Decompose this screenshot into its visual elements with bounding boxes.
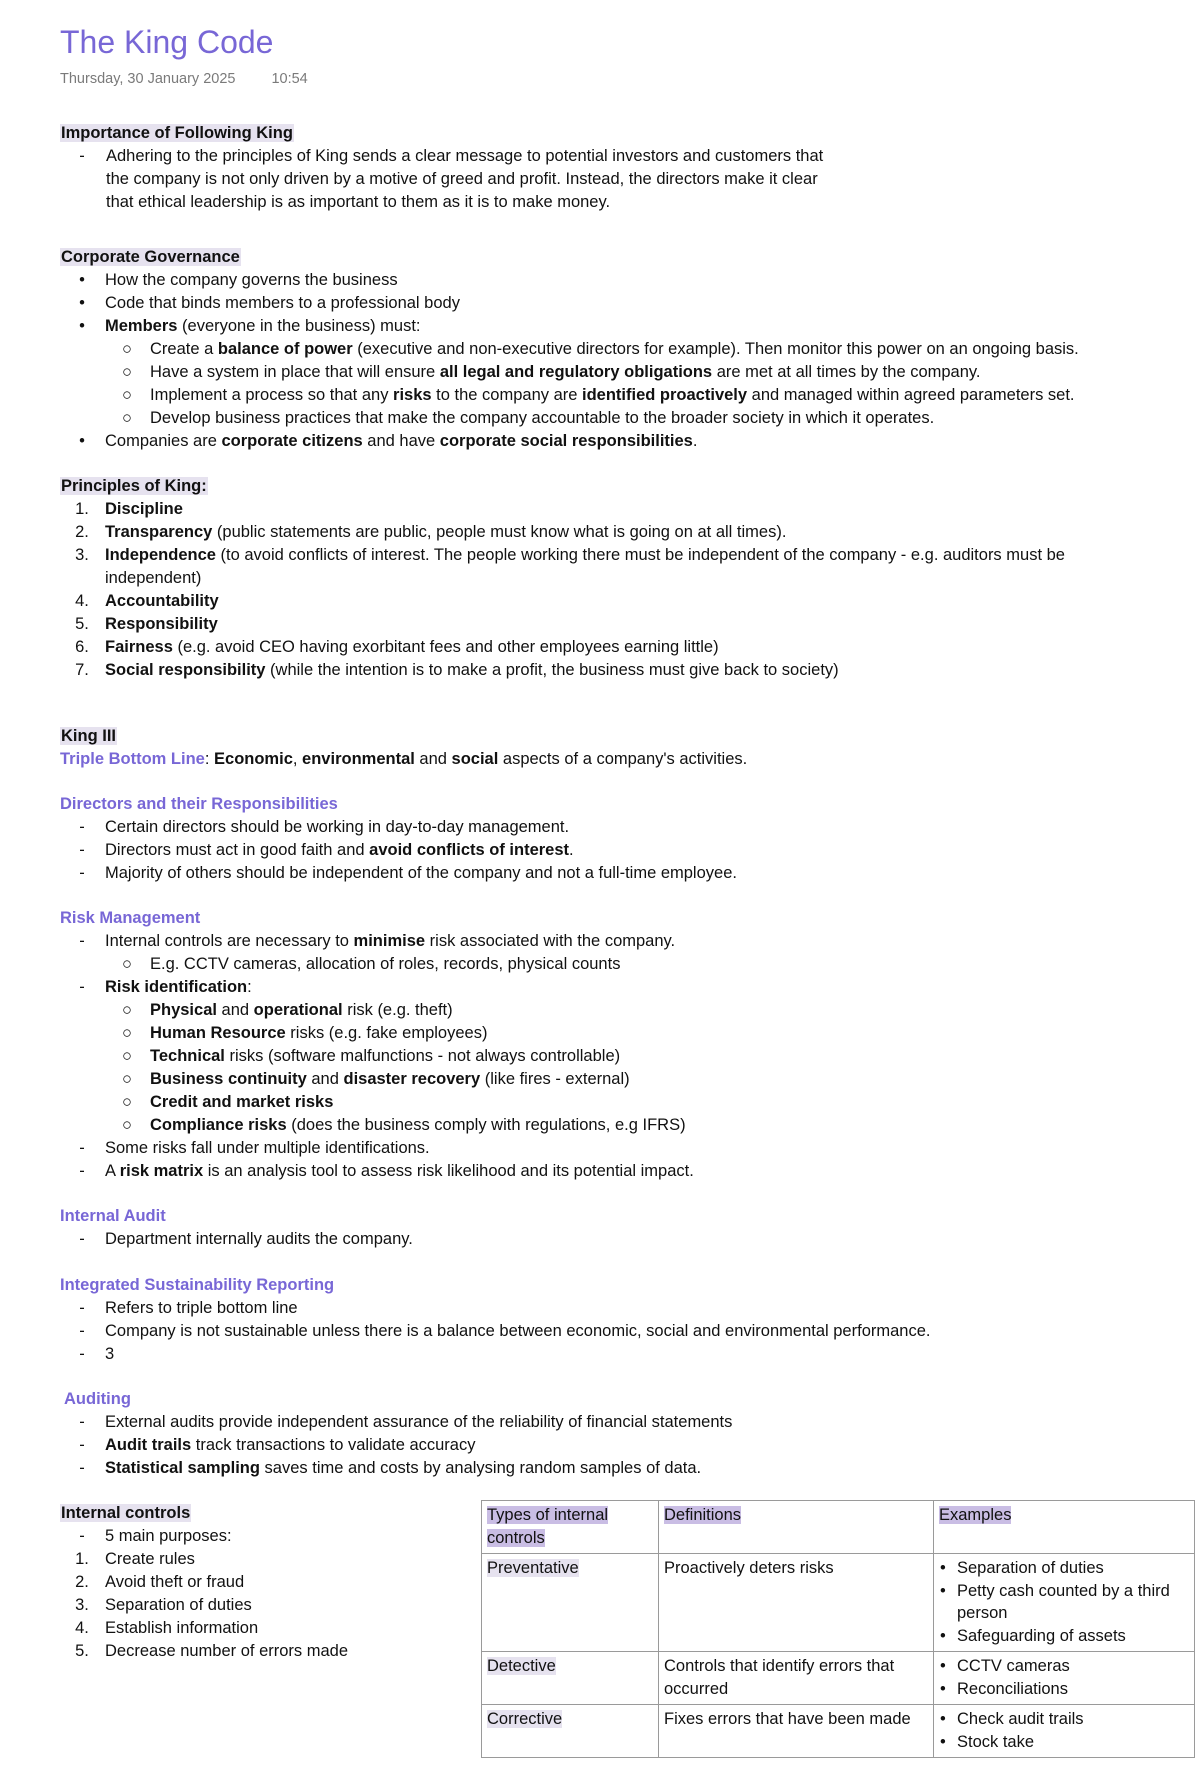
table-header-cell: Definitions	[659, 1501, 934, 1554]
list-item: - External audits provide independent assurance of the reliability of financial statements	[79, 1413, 733, 1431]
section-heading: Principles of King:	[61, 477, 207, 495]
table-cell-type: Detective	[482, 1652, 659, 1705]
example-item: • Check audit trails	[957, 1708, 1189, 1731]
section-heading: Risk Management	[60, 909, 201, 927]
internal-controls-table	[481, 1500, 1195, 1758]
list-item: - A risk matrix is an analysis tool to assess risk likelihood and its potential impact.	[79, 1162, 694, 1180]
sub-list-item: ○ Physical and operational risk (e.g. theft)	[122, 1001, 453, 1019]
governance-section	[60, 246, 1160, 453]
list-item-continued: that ethical leadership is as important to them as it is to make money.	[106, 193, 611, 211]
table-header-row	[482, 1501, 1195, 1554]
section-heading: Integrated Sustainability Reporting	[60, 1276, 335, 1294]
sub-list-item: ○ Develop business practices that make the company accountable to the broader society in which it operates.	[122, 409, 935, 427]
list-item: - Risk identification:	[79, 978, 252, 996]
list-item: - Company is not sustainable unless there is a balance between economic, social and environmental performance.	[79, 1322, 931, 1340]
table-cell-definition: Controls that identify errors that occurred	[659, 1652, 934, 1705]
list-item: 2. Avoid theft or fraud	[75, 1573, 245, 1591]
example-item: • Petty cash counted by a third person	[957, 1580, 1189, 1625]
internal-controls-section	[60, 1502, 460, 1663]
section-heading: Corporate Governance	[61, 248, 240, 266]
list-item: - 3	[79, 1345, 115, 1363]
section-heading: Importance of Following King	[61, 124, 293, 142]
table-header-cell: Examples	[934, 1501, 1195, 1554]
page-timestamp	[60, 71, 308, 87]
table-row	[482, 1705, 1195, 1758]
list-item: • How the company governs the business	[79, 271, 398, 289]
sub-list-item: ○ Implement a process so that any risks to the company are identified proactively and managed within agreed parameters set.	[122, 386, 1075, 404]
sub-list-item: ○ Technical risks (software malfunctions - not always controllable)	[122, 1047, 621, 1065]
list-item: 5. Decrease number of errors made	[75, 1642, 349, 1660]
list-item: 5. Responsibility	[75, 615, 218, 633]
list-item: - Certain directors should be working in day-to-day management.	[79, 818, 570, 836]
table-cell-examples	[934, 1652, 1195, 1705]
list-item: 3. Independence (to avoid conflicts of interest. The people working there must be independent of the company - e.g. auditors must be	[75, 546, 1065, 564]
sub-list-item: ○ Human Resource risks (e.g. fake employees)	[122, 1024, 488, 1042]
list-item: 4. Establish information	[75, 1619, 259, 1637]
list-item: - Audit trails track transactions to validate accuracy	[79, 1436, 476, 1454]
table-cell-examples	[934, 1705, 1195, 1758]
king3-section	[60, 725, 1160, 771]
auditing-section	[60, 1388, 1160, 1480]
directors-section	[60, 793, 1160, 885]
section-heading: King III	[61, 727, 116, 745]
example-item: • Separation of duties	[957, 1557, 1189, 1580]
triple-bottom-line: Triple Bottom Line: Economic, environmental and social aspects of a company's activities.	[60, 750, 748, 768]
sub-list-item: ○ Credit and market risks	[122, 1093, 334, 1111]
table-cell-definition: Proactively deters risks	[659, 1554, 934, 1652]
principles-section	[60, 475, 1160, 682]
list-item: - Directors must act in good faith and avoid conflicts of interest.	[79, 841, 574, 859]
sub-list-item: ○ Have a system in place that will ensure all legal and regulatory obligations are met at all times by the company.	[122, 363, 981, 381]
list-item: 6. Fairness (e.g. avoid CEO having exorbitant fees and other employees earning little)	[75, 638, 719, 656]
sub-list-item: ○ Business continuity and disaster recovery (like fires - external)	[122, 1070, 630, 1088]
list-item-continued: the company is not only driven by a motive of greed and profit. Instead, the directors make it clear	[106, 170, 818, 188]
section-heading: Internal Audit	[60, 1207, 166, 1225]
list-item: - Internal controls are necessary to minimise risk associated with the company.	[79, 932, 676, 950]
list-item: • Code that binds members to a professional body	[79, 294, 460, 312]
page-date: Thursday, 30 January 2025	[60, 71, 236, 87]
risk-section	[60, 907, 1160, 1183]
section-heading: Auditing	[64, 1390, 131, 1408]
table-cell-type: Preventative	[482, 1554, 659, 1652]
list-item: - Adhering to the principles of King sends a clear message to potential investors and customers that	[79, 147, 824, 165]
sub-list-item: ○ Compliance risks (does the business comply with regulations, e.g IFRS)	[122, 1116, 686, 1134]
list-item: - 5 main purposes:	[79, 1527, 232, 1545]
table-cell-examples	[934, 1554, 1195, 1652]
section-heading: Internal controls	[61, 1504, 191, 1522]
list-item: - Majority of others should be independent of the company and not a full-time employee.	[79, 864, 737, 882]
internal-audit-section	[60, 1205, 1160, 1251]
table-row	[482, 1652, 1195, 1705]
table-row	[482, 1554, 1195, 1652]
sub-list-item: ○ E.g. CCTV cameras, allocation of roles, records, physical counts	[122, 955, 621, 973]
list-item: 1. Create rules	[75, 1550, 195, 1568]
list-item: • Members (everyone in the business) must:	[79, 317, 421, 335]
example-item: • Reconciliations	[957, 1678, 1189, 1701]
list-item: 1. Discipline	[75, 500, 183, 518]
table-cell-definition: Fixes errors that have been made	[659, 1705, 934, 1758]
example-item: • Safeguarding of assets	[957, 1625, 1189, 1648]
list-item: - Refers to triple bottom line	[79, 1299, 298, 1317]
section-heading: Directors and their Responsibilities	[60, 795, 338, 813]
list-item: - Some risks fall under multiple identifications.	[79, 1139, 430, 1157]
list-item: 2. Transparency (public statements are public, people must know what is going on at all times).	[75, 523, 787, 541]
list-item: - Department internally audits the company.	[79, 1230, 413, 1248]
list-item: - Statistical sampling saves time and costs by analysing random samples of data.	[79, 1459, 702, 1477]
table-header-cell: Types of internal controls	[482, 1501, 659, 1554]
page-time: 10:54	[271, 71, 308, 87]
list-item: 7. Social responsibility (while the intention is to make a profit, the business must give back to society)	[75, 661, 839, 679]
list-item-continued: independent)	[105, 569, 202, 587]
list-item: • Companies are corporate citizens and have corporate social responsibilities.	[79, 432, 698, 450]
example-item: • Stock take	[957, 1731, 1189, 1754]
sub-list-item: ○ Create a balance of power (executive and non-executive directors for example). Then monitor this power on an ongoing basis.	[122, 340, 1079, 358]
table-cell-type: Corrective	[482, 1705, 659, 1758]
list-item: 3. Separation of duties	[75, 1596, 252, 1614]
page-title: The King Code	[60, 24, 274, 60]
example-item: • CCTV cameras	[957, 1655, 1189, 1678]
importance-section	[60, 122, 1160, 214]
sustainability-section	[60, 1274, 1160, 1366]
list-item: 4. Accountability	[75, 592, 219, 610]
